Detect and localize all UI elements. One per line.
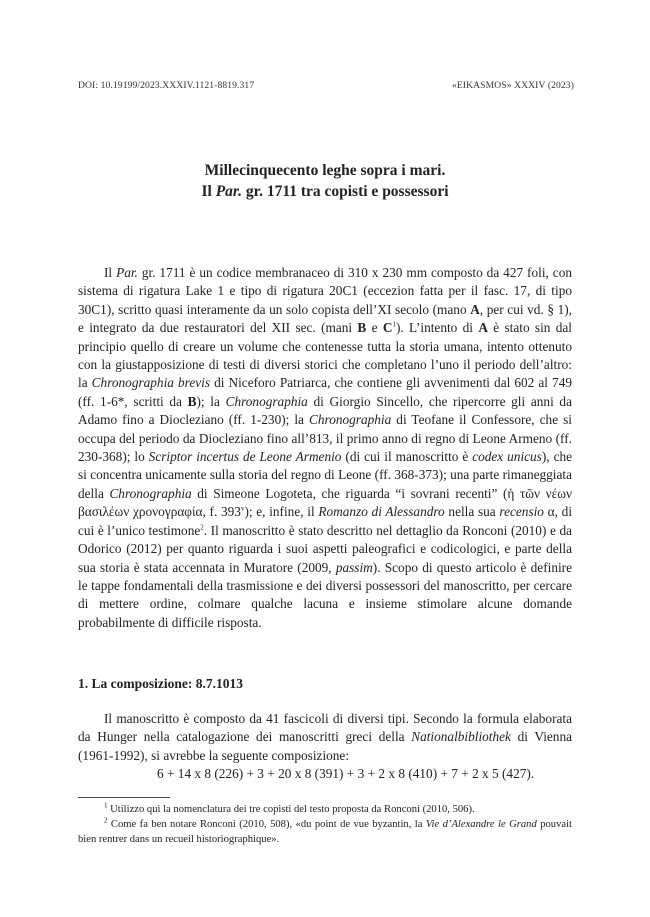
running-head [78,80,574,91]
bold-run: A [470,301,480,317]
text-run: di Giorgio Sincello, che ripercorre gli anni da Adamo fino a Diocleziano (ff. 1-230); la [78,393,572,428]
italic-run: codex unicus [472,449,542,465]
intro-paragraph [78,264,572,632]
italic-run: Chronographia [225,393,308,409]
verso-marker: v [240,504,245,513]
footnote-2-italic: Vie d’Alexandre le Grand [425,819,537,830]
footnote-1-marker: 1 [104,801,108,810]
footnote-2-text: Come fa ben notare Ronconi (2010, 508), «du point de vue byzantin, la [107,819,426,830]
text-run: Il manoscritto è composto da 41 fascicoli di diversi tipi. Secondo la formula elaborata da Hunger nella catalogazione dei manoscritti greci della [78,711,572,745]
section-heading: 1. La composizione: 8.7.1013 [78,676,243,691]
footnote-2 [78,817,572,847]
bold-run: B [357,320,367,336]
text-run: ), che si concentra unicamente sulla storia del regno di Leone (ff. 368-373); una parte rimaneggiata della [78,449,573,501]
footnote-ref-1[interactable]: 1 [392,320,396,329]
section-1-body [78,710,572,784]
text-run: ). L’intento di [395,320,479,336]
title-line-2-prefix: Il [201,183,216,200]
title-line-2-suffix: gr. 1711 tra copisti e possessori [241,183,449,200]
italic-run: Nationalbibliothek [411,729,511,745]
italic-run: Romanzo di Alessandro [318,504,445,520]
text-run: di Simeone Logoteta, che riguarda “i sovrani recenti” (ἡ τῶν νέων βασιλέων χρονογραφία, f. 393 [78,485,572,520]
doi-label: DOI: 10.19199/2023.XXXIV.1121-8819.317 [78,80,255,91]
text-run: ). Scopo di questo articolo è definire le tappe fondamentali della trasmissione e dei diversi possessori del manoscritto, per cercare di mettere ordine, colmare qualche lacuna e insieme stimolare alcune domande probabilmente di difficile risposta. [78,559,572,630]
text-run: ); e, infine, il [244,504,319,520]
title-line-2-italic: Par. [215,183,242,200]
text-run: di Teofane il Confessore, che si occupa del periodo da Diocleziano fino all’813, il primo anno di regno di Leone Armeno (ff. 230-368); lo [78,412,572,465]
bold-run: A [478,320,488,336]
text-run: nella sua [444,504,500,520]
footnote-ref-2[interactable]: 2 [200,523,204,532]
text-run: è stato sin dal principio quello di creare un volume che contenesse tutta la storia umana, intento ottenuto con la giustapposizione di testi di diversi storici che completano l’uno il periodo dell’altro: la [78,320,573,391]
title-line-1: Millecinquecento leghe sopra i mari. [204,162,446,179]
italic-run: Chronographia [309,412,392,428]
footnote-1 [78,802,572,817]
footnote-2-marker: 2 [104,816,108,825]
footnotes [78,802,572,847]
title-line-2 [0,181,650,202]
paragraph-2 [78,710,572,765]
journal-label: «EIKASMOS» XXXIV (2023) [451,80,574,91]
bold-run: C [382,320,393,336]
text-run: gr. 1711 è un codice membranaceo di 310 x 230 mm composto da 427 foli, con sistema di rigatura Lake 1 e tipo di rigatura 20C1 (eccezion fatta per il fasc. 17, di tipo 30C1), scritto quasi interamente da un solo copista dell’XI secolo (mano [78,265,572,317]
text-run: (di cui il manoscritto è [341,449,473,465]
italic-run: Chronographia [109,485,192,501]
article-title [0,160,650,202]
italic-run: passim [335,559,373,575]
text-run: α, di cui è l’unico testimone [78,504,573,538]
text-run: ); la [196,393,226,409]
italic-run: Chronographia brevis [91,375,211,391]
footnote-2-text: pouvait bien rentrer dans un recueil historiographique». [78,819,572,845]
italic-run: Par. [116,265,138,280]
footnote-1-text: Utilizzo qui la nomenclatura dei tre copisti del testo proposta da Ronconi (2010, 506). [107,804,475,815]
text-run: , per cui vd. § 1), e integrato da due restauratori del XII sec. (mani [78,301,572,336]
text-run: di Niceforo Patriarca, che contiene gli avvenimenti dal 602 al 749 (ff. 1-6*, scritti da [78,375,572,409]
italic-run: Scriptor incertus de Leone Armenio [148,449,342,465]
text-run: . Il manoscritto è stato descritto nel dettaglio da Ronconi (2010) e da Odorico (2012) per quanto riguarda i suoi aspetti paleografici e codicologici, e parte della sua storia è stata accennata in Muratore (2009, [78,522,572,575]
bold-run: B [187,393,197,409]
text-run: di Vienna (1961-1992), si avrebbe la seguente composizione: [78,729,572,763]
text-run: e [366,320,383,336]
italic-run: recensio [499,504,544,520]
composition-formula: 6 + 14 x 8 (226) + 3 + 20 x 8 (391) + 3 + 2 x 8 (410) + 7 + 2 x 5 (427). [157,766,535,782]
text-run: Il [104,265,117,280]
paragraph-1 [78,264,572,632]
footnote-divider [78,797,170,798]
